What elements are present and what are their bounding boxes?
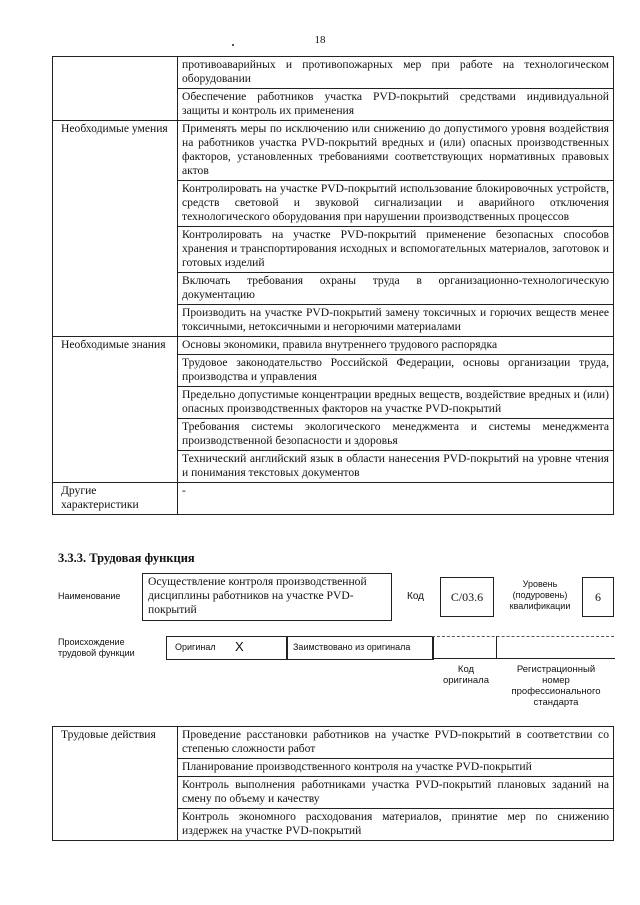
table-row (53, 483, 614, 515)
row-text: Обеспечение работников участка PVD-покрытий средствами индивидуальной защиты и контроль их применения (178, 89, 614, 121)
original-box (166, 636, 288, 660)
table-row (53, 727, 614, 759)
row-label (53, 57, 178, 121)
code-box (440, 577, 494, 617)
action-text: Проведение расстановки работников на участке PVD-покрытий в соответствии со степенью сложности работ (178, 727, 614, 759)
row-text: Требования системы экологического менеджмента и системы менеджмента производственной безопасности и здоровья (178, 419, 614, 451)
reg-number-cell (496, 636, 615, 659)
name-box (142, 573, 392, 621)
row-text: противоаварийных и противопожарных мер при работе на технологическом оборудовании (178, 57, 614, 89)
page-number: 18 (314, 34, 326, 46)
borrowed-label: Заимствовано из оригинала (293, 642, 411, 652)
section-title: 3.3.3. Трудовая функция (58, 551, 195, 565)
level-box (582, 577, 614, 617)
code-value: C/03.6 (450, 590, 484, 604)
original-mark: X (235, 639, 244, 654)
labor-actions-table (52, 726, 614, 841)
row-text: Применять меры по исключению или снижению до допустимого уровня воздействия на работников участка PVD-покрытий вредных и (или) опасных производственных факторов, установленных требованиями соответствующих нормативных правовых актов (178, 121, 614, 181)
name-value: Осуществление контроля производственной дисциплины работников на участке PVD-покрытий (148, 575, 367, 616)
name-label: Наименование (58, 591, 121, 601)
action-text: Планирование производственного контроля на участке PVD-покрытий (178, 759, 614, 777)
knowledge-label: Необходимые знания (53, 337, 178, 483)
row-text: Предельно допустимые концентрации вредных веществ, воздействие вредных и (или) опасных производственных факторов на участке PVD-покрытий (178, 387, 614, 419)
row-text: Включать требования охраны труда в организационно-технологическую документацию (178, 273, 614, 305)
origin-top-line (432, 636, 614, 637)
other-label: Другие характеристики (53, 483, 178, 515)
row-text: - (178, 483, 614, 515)
table-row (53, 121, 614, 181)
row-text: Технический английский язык в области нанесения PVD-покрытий на уровне чтения и понимания текстовых документов (178, 451, 614, 483)
actions-label: Трудовые действия (53, 727, 178, 841)
action-text: Контроль экономного расходования материалов, принятие мер по снижению издержек на участке PVD-покрытий (178, 809, 614, 841)
original-label: Оригинал (175, 642, 216, 652)
row-text: Контролировать на участке PVD-покрытий использование блокировочных устройств, средств световой и звуковой сигнализации и аварийного отключения технологического оборудования при нарушении производственных процессов (178, 181, 614, 227)
requirements-table (52, 56, 614, 515)
level-value: 6 (595, 590, 601, 604)
level-label: Уровень (подуровень) квалификации (509, 579, 571, 611)
borrowed-box (286, 636, 434, 660)
row-text: Контролировать на участке PVD-покрытий применение безопасных способов хранения и транспортирования исходных и вспомогательных материалов, заготовок и готовых изделий (178, 227, 614, 273)
table-row (53, 337, 614, 355)
row-text: Основы экономики, правила внутреннего трудового распорядка (178, 337, 614, 355)
code-original-cell (432, 636, 497, 659)
table-row (53, 57, 614, 89)
row-text: Производить на участке PVD-покрытий замену токсичных и горючих веществ менее токсичными, нетоксичными и негорючими материалами (178, 305, 614, 337)
scan-dot (232, 44, 234, 46)
row-text: Трудовое законодательство Российской Федерации, основы организации труда, производства и управления (178, 355, 614, 387)
code-original-caption: Код оригинала (442, 664, 489, 686)
code-label: Код (407, 591, 425, 602)
skills-label: Необходимые умения (53, 121, 178, 337)
origin-label: Происхождение трудовой функции (58, 637, 135, 658)
reg-number-caption: Регистрационный номер профессионального стандарта (511, 664, 601, 708)
action-text: Контроль выполнения работниками участка PVD-покрытий плановых заданий на смену по объему и качеству (178, 777, 614, 809)
